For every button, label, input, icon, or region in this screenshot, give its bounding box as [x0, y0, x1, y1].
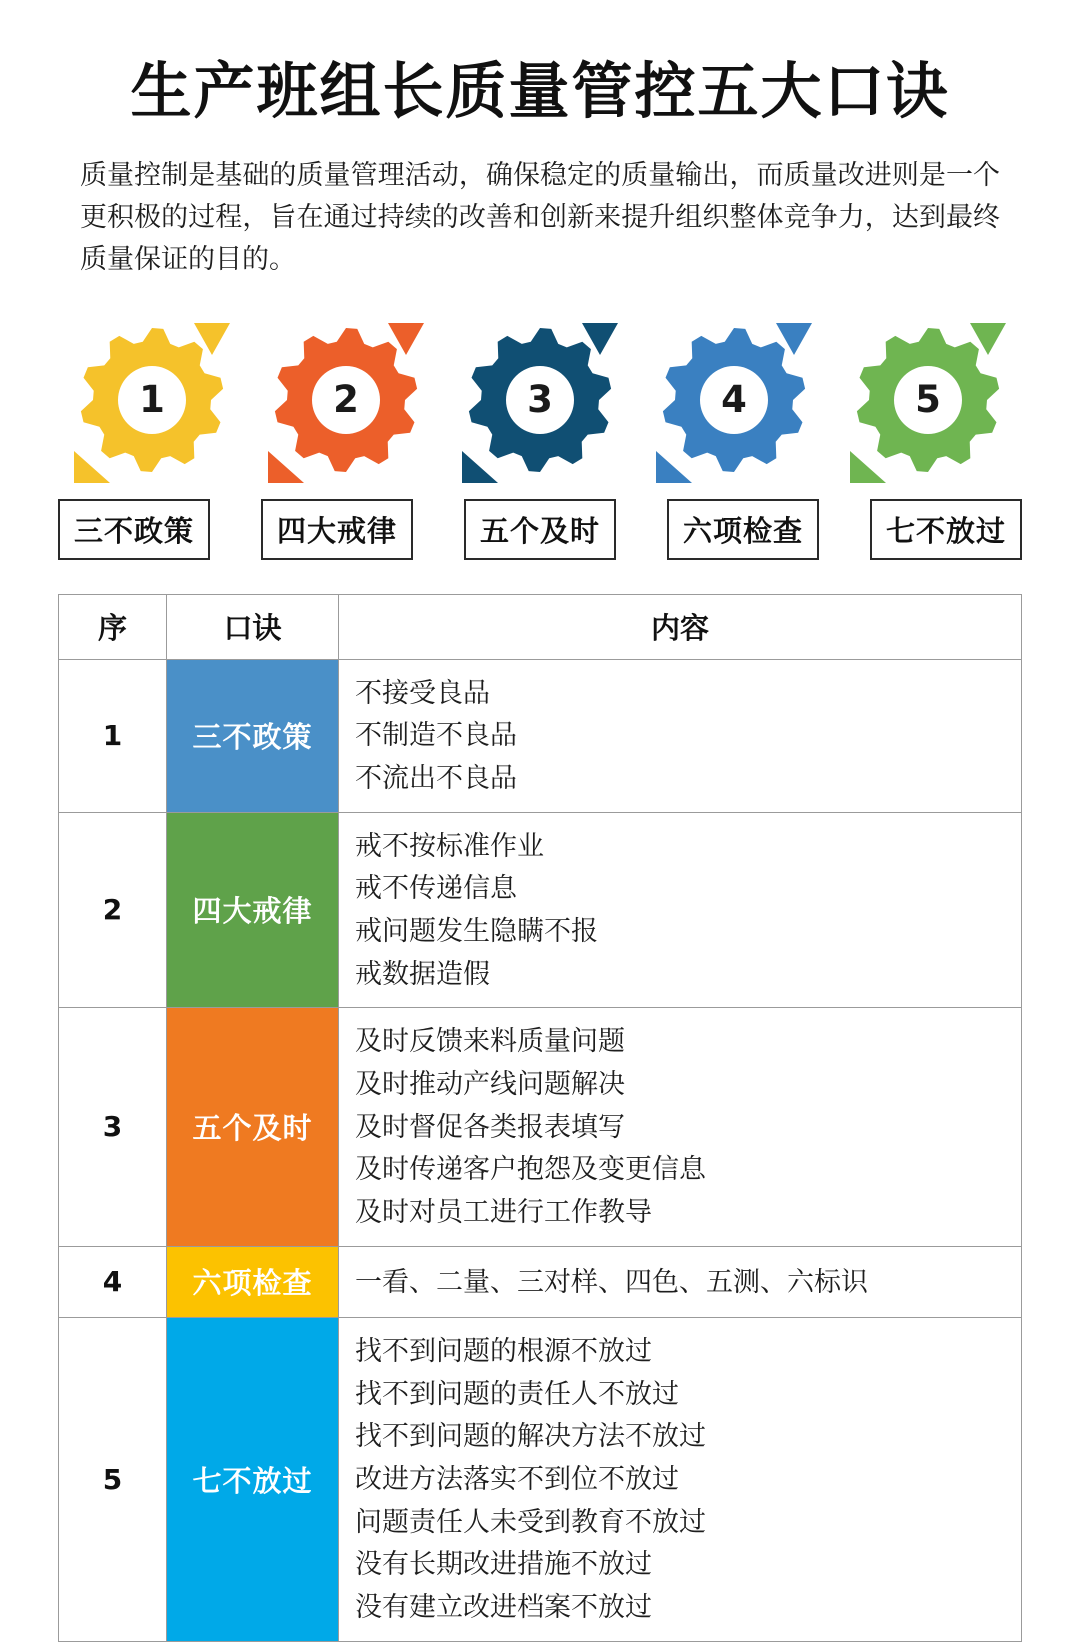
label-row — [58, 499, 1022, 560]
content-line: 及时传递客户抱怨及变更信息 — [355, 1154, 706, 1185]
content-line: 找不到问题的责任人不放过 — [355, 1378, 679, 1409]
gear-number: 5 — [915, 378, 941, 422]
gear-icon-5 — [842, 311, 1014, 493]
column-header-key: 口诀 — [167, 594, 339, 659]
cell-sequence: 5 — [59, 1318, 167, 1642]
cell-mnemonic: 三不政策 — [167, 659, 339, 812]
cell-content — [339, 1008, 1022, 1246]
column-header-content: 内容 — [339, 594, 1022, 659]
gear-number: 1 — [139, 378, 165, 422]
content-line: 没有长期改进措施不放过 — [355, 1549, 652, 1580]
content-line: 及时督促各类报表填写 — [355, 1111, 625, 1142]
table-row — [59, 1318, 1022, 1642]
content-line: 不流出不良品 — [355, 762, 517, 793]
gear-icon-4 — [648, 311, 820, 493]
content-line: 找不到问题的根源不放过 — [355, 1336, 652, 1367]
content-line: 找不到问题的解决方法不放过 — [355, 1421, 706, 1452]
content-line: 不接受良品 — [355, 677, 490, 708]
table-head — [59, 594, 1022, 659]
gear-icon-1 — [66, 311, 238, 493]
table-row — [59, 1008, 1022, 1246]
table-row — [59, 1246, 1022, 1318]
mnemonic-label-5: 七不放过 — [870, 499, 1022, 560]
content-line: 戒数据造假 — [355, 958, 490, 989]
content-line: 戒问题发生隐瞒不报 — [355, 915, 598, 946]
cell-mnemonic: 四大戒律 — [167, 812, 339, 1008]
cell-sequence: 3 — [59, 1008, 167, 1246]
gear-number: 2 — [333, 378, 359, 422]
table-row — [59, 812, 1022, 1008]
cell-content — [339, 812, 1022, 1008]
mnemonic-label-3: 五个及时 — [464, 499, 616, 560]
content-line: 戒不传递信息 — [355, 873, 517, 904]
content-line: 改进方法落实不到位不放过 — [355, 1464, 679, 1495]
cell-sequence: 2 — [59, 812, 167, 1008]
cell-mnemonic: 七不放过 — [167, 1318, 339, 1642]
mnemonic-label-2: 四大戒律 — [261, 499, 413, 560]
content-line: 及时反馈来料质量问题 — [355, 1026, 625, 1057]
cell-sequence: 1 — [59, 659, 167, 812]
cell-sequence: 4 — [59, 1246, 167, 1318]
cell-content — [339, 1318, 1022, 1642]
content-line: 及时推动产线问题解决 — [355, 1068, 625, 1099]
cell-mnemonic: 六项检查 — [167, 1246, 339, 1318]
column-header-seq: 序 — [59, 594, 167, 659]
gear-row — [58, 311, 1022, 493]
cell-mnemonic: 五个及时 — [167, 1008, 339, 1246]
gear-icon-2 — [260, 311, 432, 493]
quality-rules-table — [58, 594, 1022, 1642]
cell-content — [339, 659, 1022, 812]
content-line: 戒不按标准作业 — [355, 830, 544, 861]
table-body — [59, 659, 1022, 1641]
content-line: 问题责任人未受到教育不放过 — [355, 1506, 706, 1537]
mnemonic-label-4: 六项检查 — [667, 499, 819, 560]
gear-number: 4 — [721, 378, 747, 422]
gear-icon-3 — [454, 311, 626, 493]
intro-paragraph: 质量控制是基础的质量管理活动，确保稳定的质量输出，而质量改进则是一个更积极的过程，旨在通过持续的改善和创新来提升组织整体竞争力，达到最终质量保证的目的。 — [80, 160, 1000, 274]
content-line: 没有建立改进档案不放过 — [355, 1592, 652, 1623]
table-header-row — [59, 594, 1022, 659]
page-title: 生产班组长质量管控五大口诀 — [130, 56, 950, 127]
content-line: 不制造不良品 — [355, 720, 517, 751]
gear-number: 3 — [527, 378, 553, 422]
content-line: 一看、二量、三对样、四色、五测、六标识 — [355, 1266, 868, 1297]
content-line: 及时对员工进行工作教导 — [355, 1196, 652, 1227]
table-row — [59, 659, 1022, 812]
mnemonic-label-1: 三不政策 — [58, 499, 210, 560]
cell-content — [339, 1246, 1022, 1318]
